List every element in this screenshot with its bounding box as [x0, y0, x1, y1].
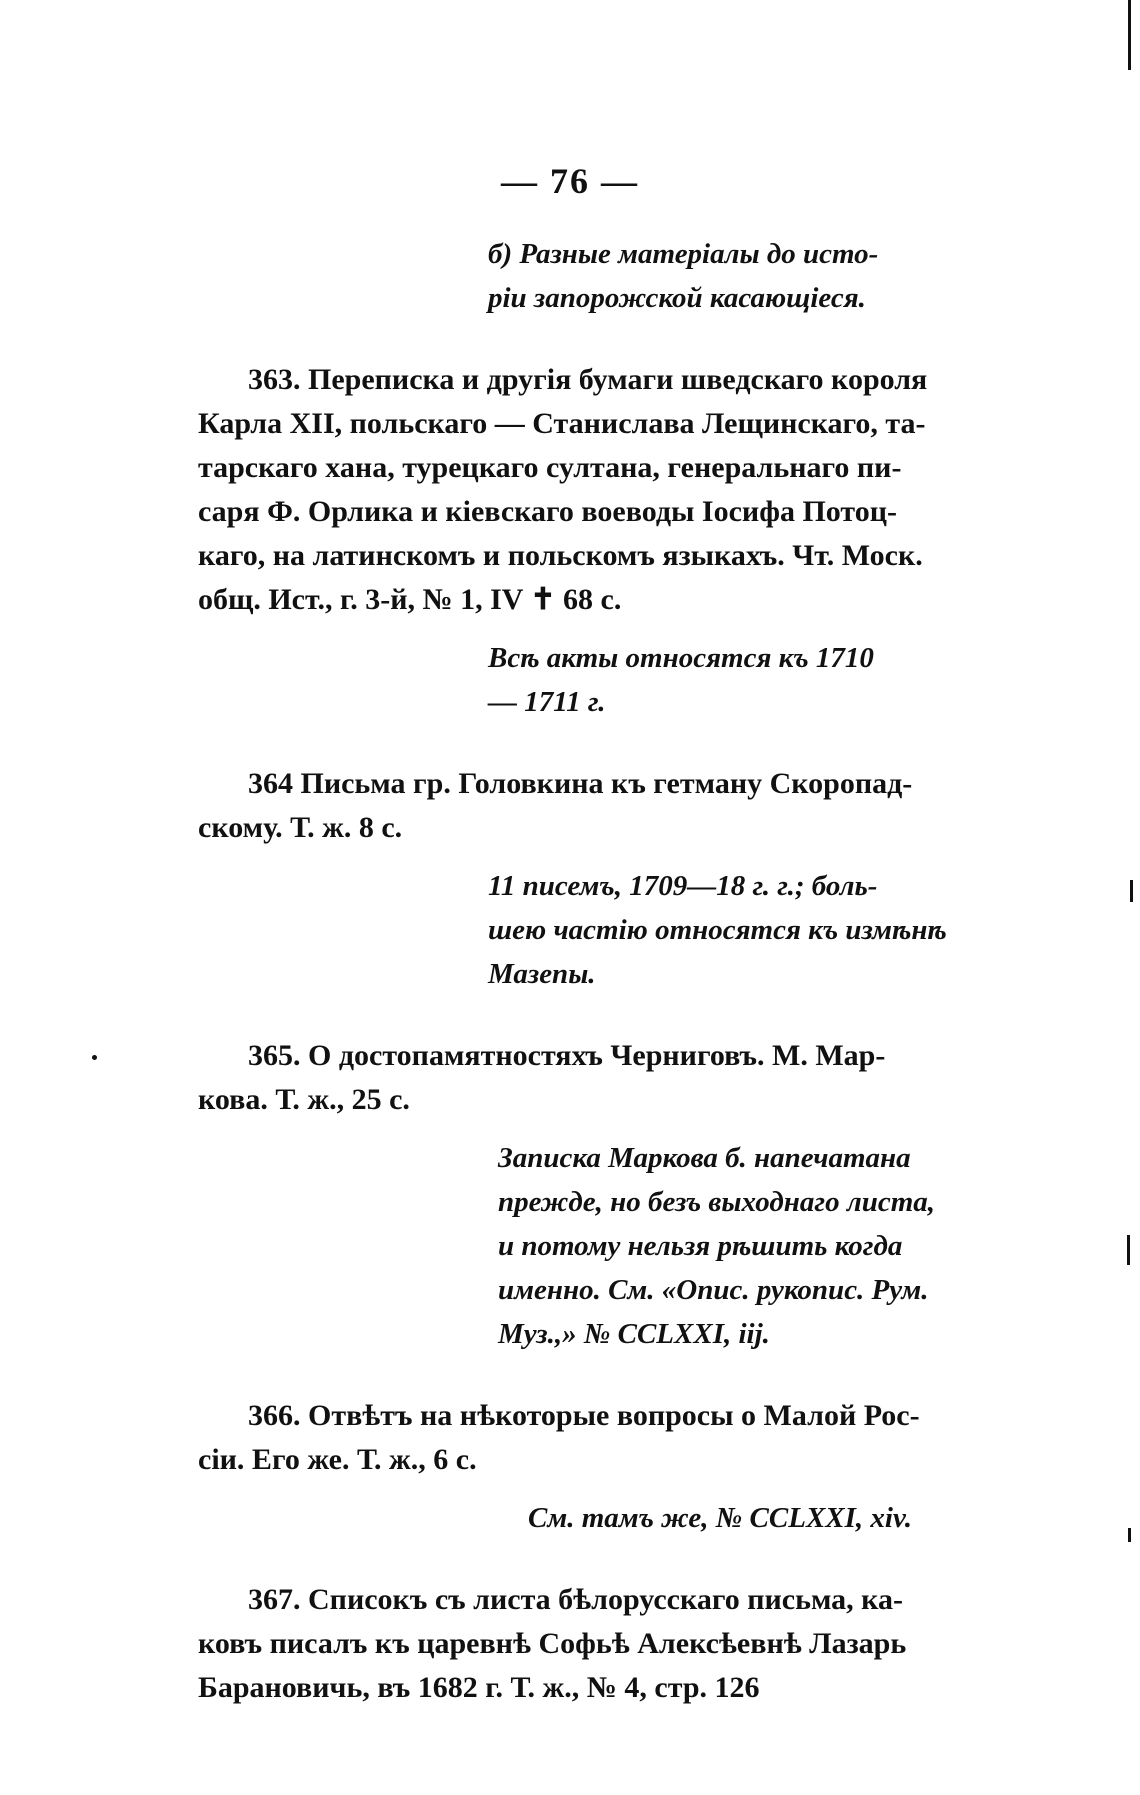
scan-speck	[92, 1055, 97, 1060]
entry-line: 364 Письма гр. Головкина къ гетману Скоропад-	[248, 767, 913, 800]
entry-line: 363. Переписка и другія бумаги шведскаго короля	[248, 363, 928, 396]
entry-note	[488, 636, 958, 724]
entry-363	[198, 358, 958, 724]
note-line: 11 писемъ, 1709—18 г. г.; боль-	[488, 870, 878, 902]
entry-364	[198, 762, 958, 996]
entry-365	[198, 1034, 958, 1356]
entry-line: 366. Отвѣтъ на нѣкоторые вопросы о Малой Рос-	[248, 1399, 920, 1432]
note-line: прежде, но безъ выходнаго листа,	[498, 1186, 936, 1218]
section-heading-line: б) Разные матеріалы до исто-	[488, 238, 879, 270]
scan-edge-mark	[1127, 1235, 1130, 1265]
text-column	[198, 232, 958, 1710]
entry-line: 367. Списокъ съ листа бѣлорусскаго письма, ка-	[248, 1583, 904, 1616]
note-line: Муз.,» № CCLXXI, iij.	[498, 1318, 770, 1350]
note-line: Мазепы.	[488, 958, 596, 990]
note-line: шею частію относятся къ измѣнѣ	[488, 914, 947, 946]
entry-line: каго, на латинскомъ и польскомъ языкахъ. Чт. Моск.	[198, 539, 923, 572]
entry-line: Карла XII, польскаго — Станислава Лещинскаго, та-	[198, 407, 926, 440]
scan-edge-mark	[1130, 880, 1133, 902]
scan-edge-mark	[1128, 0, 1131, 70]
note-line: — 1711 г.	[488, 686, 606, 718]
entry-line: саря Ф. Орлика и кіевскаго воеводы Іосифа Потоц-	[198, 495, 898, 528]
note-line: и потому нельзя рѣшить когда	[498, 1230, 903, 1262]
entry-line: ковъ писалъ къ царевнѣ Софьѣ Алексѣевнѣ Лазарь	[198, 1627, 907, 1660]
entry-line: общ. Ист., г. 3-й, № 1, IV ✝ 68 с.	[198, 583, 622, 616]
page-number: — 76 —	[501, 161, 639, 201]
note-line: См. тамъ же, № CCLXXI, xiv.	[528, 1502, 913, 1534]
entry-line: сіи. Его же. Т. ж., 6 с.	[198, 1443, 477, 1476]
section-heading-line: ріи запорожской касающіеся.	[488, 282, 866, 314]
entry-note	[498, 1136, 958, 1356]
section-heading	[488, 232, 958, 320]
entry-367	[198, 1578, 958, 1710]
entry-line: Барановичь, въ 1682 г. Т. ж., № 4, стр. 126	[198, 1671, 760, 1704]
note-line: Записка Маркова б. напечатана	[498, 1142, 911, 1174]
note-line: именно. См. «Опис. рукопис. Рум.	[498, 1274, 929, 1306]
scan-edge-mark	[1128, 1528, 1131, 1542]
entry-366	[198, 1394, 958, 1540]
entry-note	[488, 864, 958, 996]
entry-line: кова. Т. ж., 25 с.	[198, 1083, 410, 1116]
entry-note	[528, 1496, 958, 1540]
entry-line: 365. О достопамятностяхъ Черниговъ. М. Мар-	[248, 1039, 886, 1072]
note-line: Всѣ акты относятся къ 1710	[488, 642, 874, 674]
entry-line: тарскаго хана, турецкаго султана, генеральнаго пи-	[198, 451, 902, 484]
entry-line: скому. Т. ж. 8 с.	[198, 811, 403, 844]
